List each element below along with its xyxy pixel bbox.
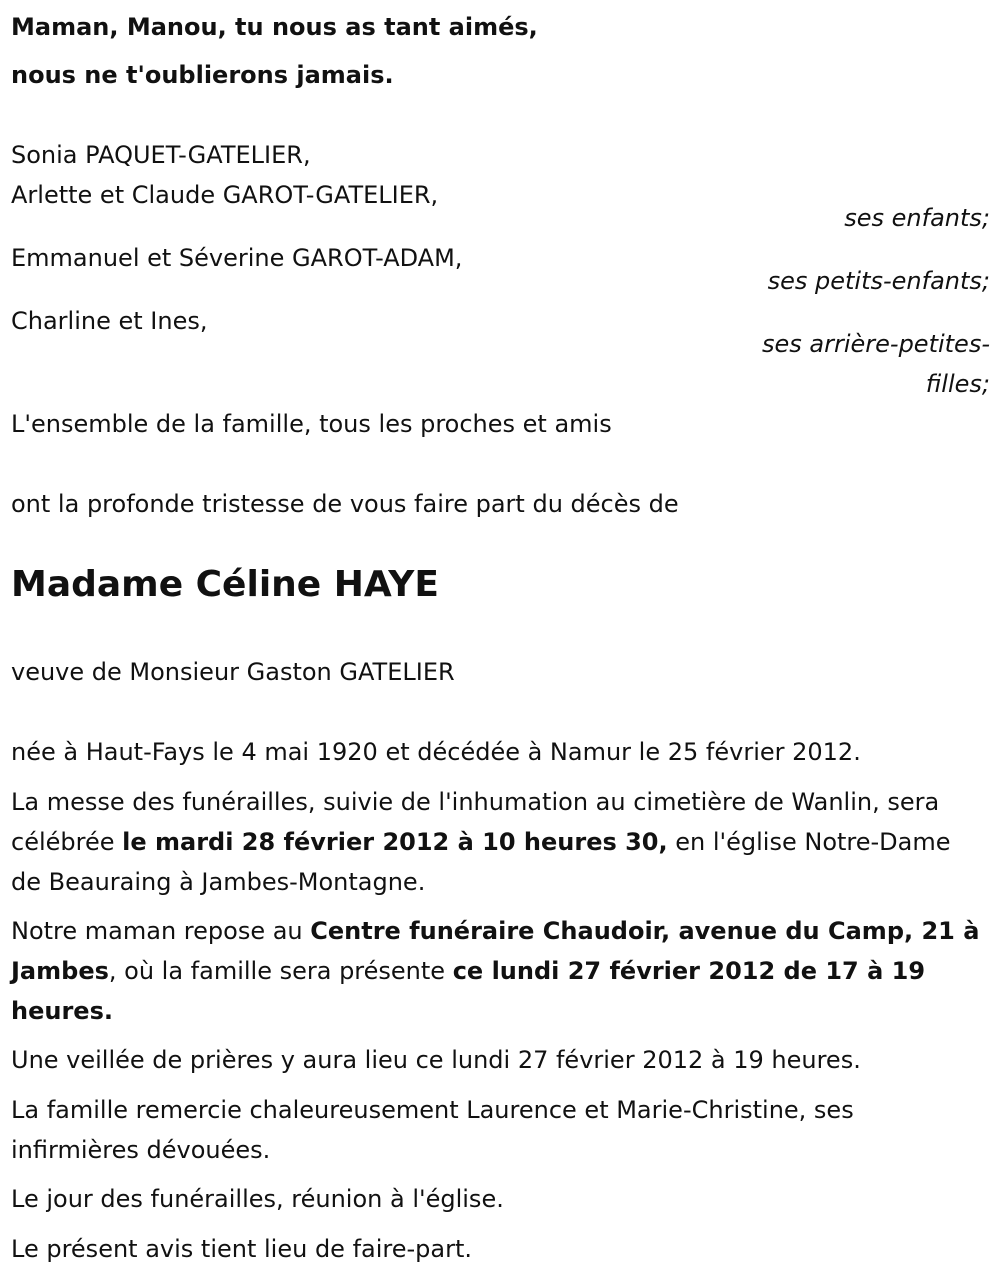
gathering-info: Le jour des funérailles, réunion à l'église. [11, 1185, 504, 1213]
tribute-line-2: nous ne t'oublierons jamais. [11, 61, 394, 89]
notice-statement: Le présent avis tient lieu de faire-part. [11, 1235, 473, 1263]
mass-text-1: La messe des funérailles, suivie de l'inhumation au cimetière de Wanlin, sera célébrée [11, 788, 940, 856]
mass-date-time: le mardi 28 février 2012 à 10 heures 30, [122, 828, 668, 856]
great-grandchildren-role-line-2: filles; [925, 370, 990, 398]
visitation-time: ce lundi 27 février 2012 de 17 à 19 heures. [11, 957, 926, 1025]
funeral-mass-paragraph [11, 782, 986, 902]
mass-text-2: en l'église Notre-Dame de Beauraing à Jambes-Montagne. [11, 828, 951, 896]
deceased-name: Madame Céline HAYE [11, 564, 439, 605]
funeral-home-address: Centre funéraire Chaudoir, avenue du Camp, 21 à Jambes [11, 917, 980, 985]
great-grandchildren-role-line-1: ses arrière-petites- [762, 330, 990, 358]
great-grandchildren-names: Charline et Ines, [11, 307, 208, 335]
prayer-vigil: Une veillée de prières y aura lieu ce lundi 27 février 2012 à 19 heures. [11, 1046, 861, 1074]
children-role: ses enfants; [844, 204, 990, 232]
thanks-paragraph: La famille remercie chaleureusement Laurence et Marie-Christine, ses infirmières dévouées. [11, 1096, 854, 1164]
grandchildren-role: ses petits-enfants; [767, 267, 990, 295]
child-name-2: Arlette et Claude GAROT-GATELIER, [11, 181, 439, 209]
announcement-text: ont la profonde tristesse de vous faire part du décès de [11, 490, 679, 518]
resting-place-paragraph [11, 911, 986, 1031]
grandchildren-names: Emmanuel et Séverine GAROT-ADAM, [11, 244, 463, 272]
rest-text-1: Notre maman repose au [11, 917, 311, 945]
rest-text-2: , où la famille sera présente [108, 957, 453, 985]
widow-of: veuve de Monsieur Gaston GATELIER [11, 658, 455, 686]
birth-death-info: née à Haut-Fays le 4 mai 1920 et décédée à Namur le 25 février 2012. [11, 738, 861, 766]
tribute-line-1: Maman, Manou, tu nous as tant aimés, [11, 13, 538, 41]
family-and-friends: L'ensemble de la famille, tous les proches et amis [11, 410, 612, 438]
child-name-1: Sonia PAQUET-GATELIER, [11, 141, 311, 169]
